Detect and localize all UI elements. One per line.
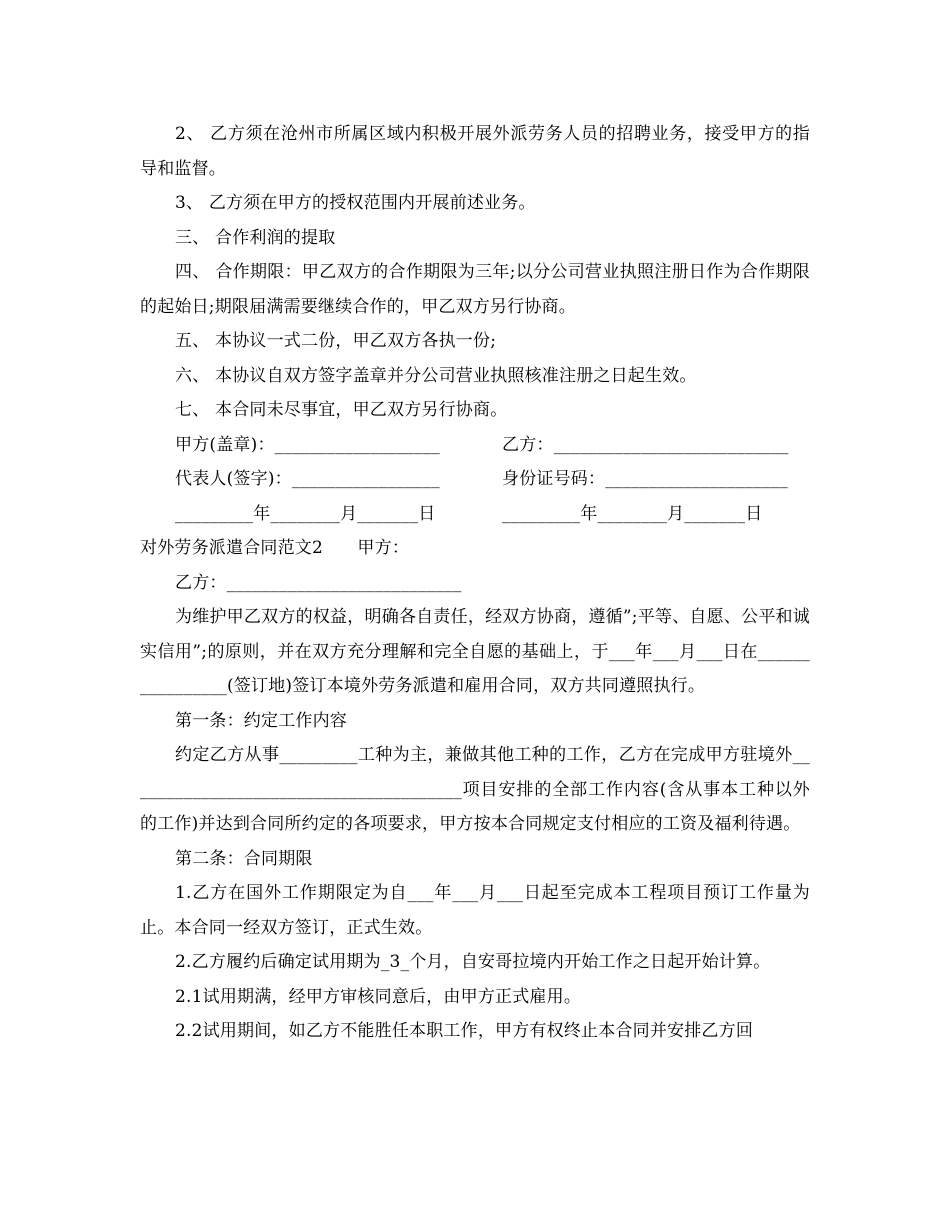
section-6-effective: 六、 本协议自双方签字盖章并分公司营业执照核准注册之日起生效。: [175, 365, 697, 386]
date-line-right: _________年________月_______日: [502, 503, 763, 524]
representative-signature-line: 代表人(签字)：_________________: [175, 469, 440, 489]
template-heading: 对外劳务派遣合同范文2 甲方：: [140, 538, 410, 558]
preamble-paragraph: 为维护甲乙双方的权益，明确各自责任，经双方协商，遵循”;平等、自愿、公平和诚实信用”;的原则，并在双方充分理解和完全自愿的基础上，于___年___月___日在________________(签订地)签订本境外劳务派遣和雇用合同，双方共同遵照执行。: [140, 607, 810, 696]
document-body: [140, 117, 810, 1049]
party-b-blank-line: 乙方：___________________________: [175, 572, 462, 593]
article-2-item-2-2: 2.2试用期间，如乙方不能胜任本职工作，甲方有权终止本合同并安排乙方回: [175, 1021, 754, 1041]
section-5-copies: 五、 本协议一式二份，甲乙双方各执一份;: [175, 331, 497, 351]
article-2-item-2-1: 2.1试用期满，经甲方审核同意后，由甲方正式雇用。: [175, 986, 582, 1007]
date-line-left: _________年________月_______日: [175, 503, 436, 524]
party-b-line: 乙方：___________________________: [502, 434, 789, 455]
section-7-other-matters: 七、 本合同未尽事宜，甲乙双方另行协商。: [175, 400, 508, 420]
signature-row-dates: [140, 497, 810, 532]
party-a-seal-line: 甲方(盖章)：___________________: [175, 434, 440, 455]
clause-2-recruitment: 2、 乙方须在沧州市所属区域内积极开展外派劳务人员的招聘业务，接受甲方的指导和监督。: [140, 124, 810, 179]
article-1-body: 约定乙方从事_________工种为主，兼做其他工种的工作，乙方在完成甲方驻境外_______________________________________项目安排的全部工作内容(含从事本工种以外的工作)并达到合同所约定的各项要求，甲方按本合同规定支付相应的工资及福利待遇。: [140, 745, 810, 834]
article-1-heading: 第一条：约定工作内容: [175, 710, 347, 731]
section-4-term: 四、 合作期限：甲乙双方的合作期限为三年;以分公司营业执照注册日作为合作期限的起始日;期限届满需要继续合作的，甲乙双方另行协商。: [140, 262, 810, 317]
id-number-line: 身份证号码：_____________________: [502, 469, 788, 489]
article-2-item-1: 1.乙方在国外工作期限定为自___年___月___日起至完成本工程项目预订工作量为止。本合同一经双方签订，正式生效。: [140, 883, 810, 938]
article-2-item-2: 2.乙方履约后确定试用期为_3_个月，自安哥拉境内开始工作之日起开始计算。: [175, 952, 771, 972]
section-3-profit: 三、 合作利润的提取: [175, 227, 336, 248]
signature-row-representative: [140, 462, 810, 497]
clause-3-authorization: 3、 乙方须在甲方的授权范围内开展前述业务。: [175, 193, 536, 213]
article-2-heading: 第二条：合同期限: [175, 848, 313, 869]
signature-row-parties: [140, 428, 810, 463]
